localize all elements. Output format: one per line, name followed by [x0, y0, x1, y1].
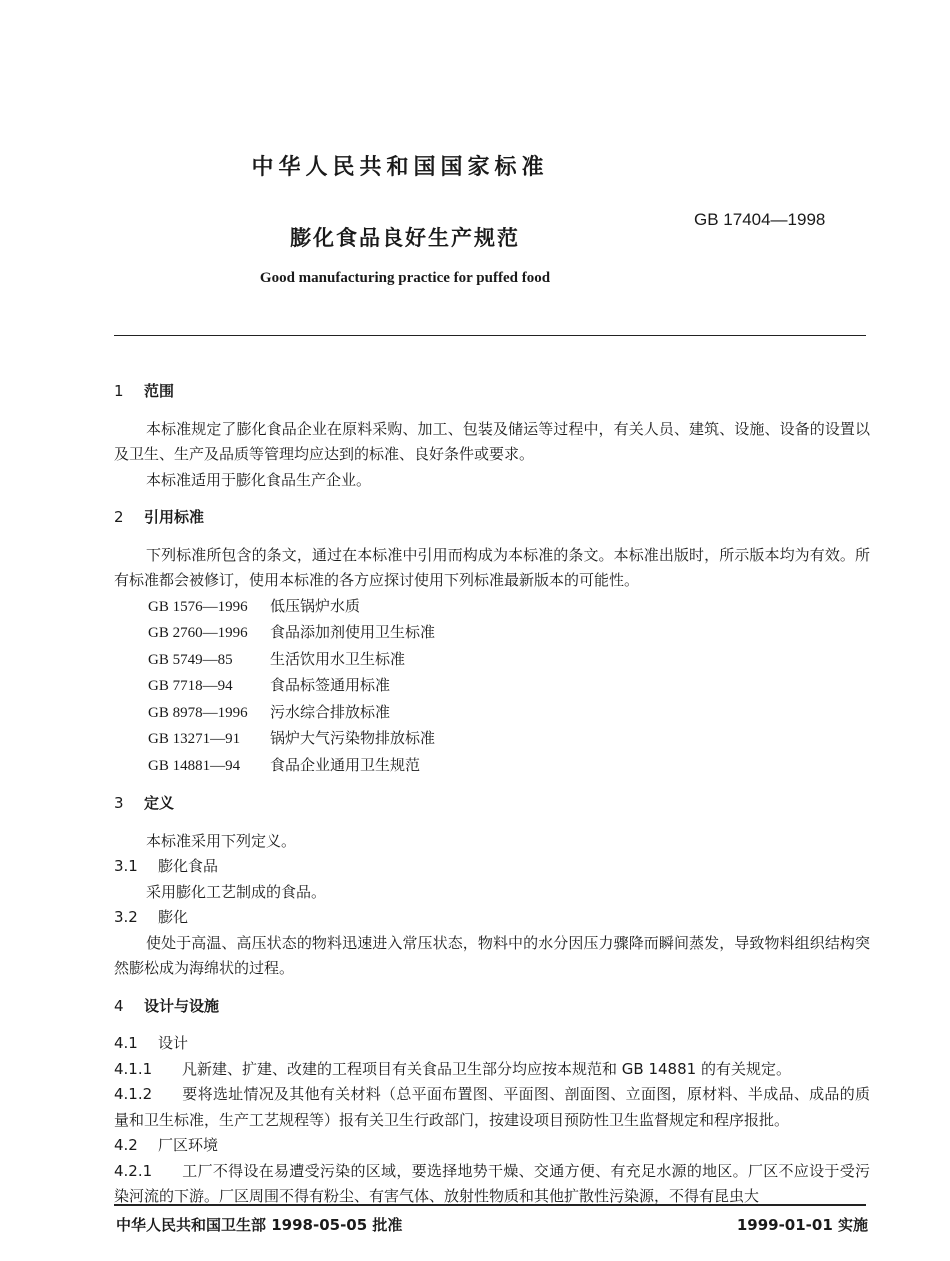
paragraph: 本标准适用于膨化食品生产企业。: [146, 470, 372, 489]
paragraph: 本标准采用下列定义。: [146, 831, 297, 850]
reference-item: GB 14881—94 食品企业通用卫生规范: [148, 755, 421, 774]
section-heading: 4 设计与设施: [114, 996, 220, 1015]
clause: 4.2.1 工厂不得设在易遭受污染的区域，要选择地势干燥、交通方便、有充足水源的地区。厂区不应设于受污染河流的下游。厂区周围不得有粉尘、有害气体、放射性物质和其他扩散性污染源，不得有昆虫大: [114, 1161, 870, 1205]
approval-note: 中华人民共和国卫生部 1998-05-05 批准: [116, 1216, 403, 1234]
reference-item: GB 7718—94 食品标签通用标准: [148, 676, 391, 694]
reference-item: GB 1576—1996 低压锅炉水质: [148, 596, 361, 615]
footer-divider: [114, 1204, 866, 1206]
subsection-heading: 3.1 膨化食品: [114, 857, 219, 875]
standard-code: GB 17404—1998: [694, 210, 826, 229]
section-heading: 3 定义: [114, 794, 175, 812]
clause: 4.1.1 凡新建、扩建、改建的工程项目有关食品卫生部分均应按本规范和 GB 14881 的有关规定。: [114, 1059, 791, 1078]
section-heading: 2 引用标准: [114, 508, 205, 526]
paragraph: 下列标准所包含的条文，通过在本标准中引用而构成为本标准的条文。本标准出版时，所示版本均为有效。所有标准都会被修订，使用本标准的各方应探讨使用下列标准最新版本的可能性。: [114, 545, 870, 589]
document-title: 膨化食品良好生产规范: [290, 226, 520, 250]
subsection-heading: 4.2 厂区环境: [114, 1136, 219, 1154]
subsection-heading: 3.2 膨化: [114, 908, 189, 926]
reference-item: GB 2760—1996 食品添加剂使用卫生标准: [148, 623, 436, 641]
paragraph: 本标准规定了膨化食品企业在原料采购、加工、包装及储运等过程中，有关人员、建筑、设施、设备的设置以及卫生、生产及品质等管理均应达到的标准、良好条件或要求。: [114, 419, 870, 463]
subsection-heading: 4.1 设计: [114, 1034, 189, 1052]
document-body: [114, 379, 870, 1210]
clause: 4.1.2 要将选址情况及其他有关材料（总平面布置图、平面图、剖面图、立面图，原材料、半成品、成品的质量和卫生标准，生产工艺规程等）报有关卫生行政部门，按建设项目预防性卫生监督规定和程序报批。: [114, 1085, 870, 1129]
header-divider: [114, 335, 866, 336]
paragraph: 使处于高温、高压状态的物料迅速进入常压状态，物料中的水分因压力骤降而瞬间蒸发，导致物料组织结构突然膨松成为海绵状的过程。: [114, 933, 870, 977]
reference-item: GB 8978—1996 污水综合排放标准: [148, 702, 391, 721]
implementation-date: 1999-01-01 实施: [736, 1216, 868, 1234]
section-heading: 1 范围: [114, 382, 175, 400]
reference-item: GB 5749—85 生活饮用水卫生标准: [148, 649, 406, 668]
document-title-english: Good manufacturing practice for puffed food: [259, 270, 551, 286]
paragraph: 采用膨化工艺制成的食品。: [146, 882, 327, 901]
reference-item: GB 13271—91 锅炉大气污染物排放标准: [148, 729, 436, 747]
national-standard-heading: 中华人民共和国国家标准: [251, 155, 549, 180]
